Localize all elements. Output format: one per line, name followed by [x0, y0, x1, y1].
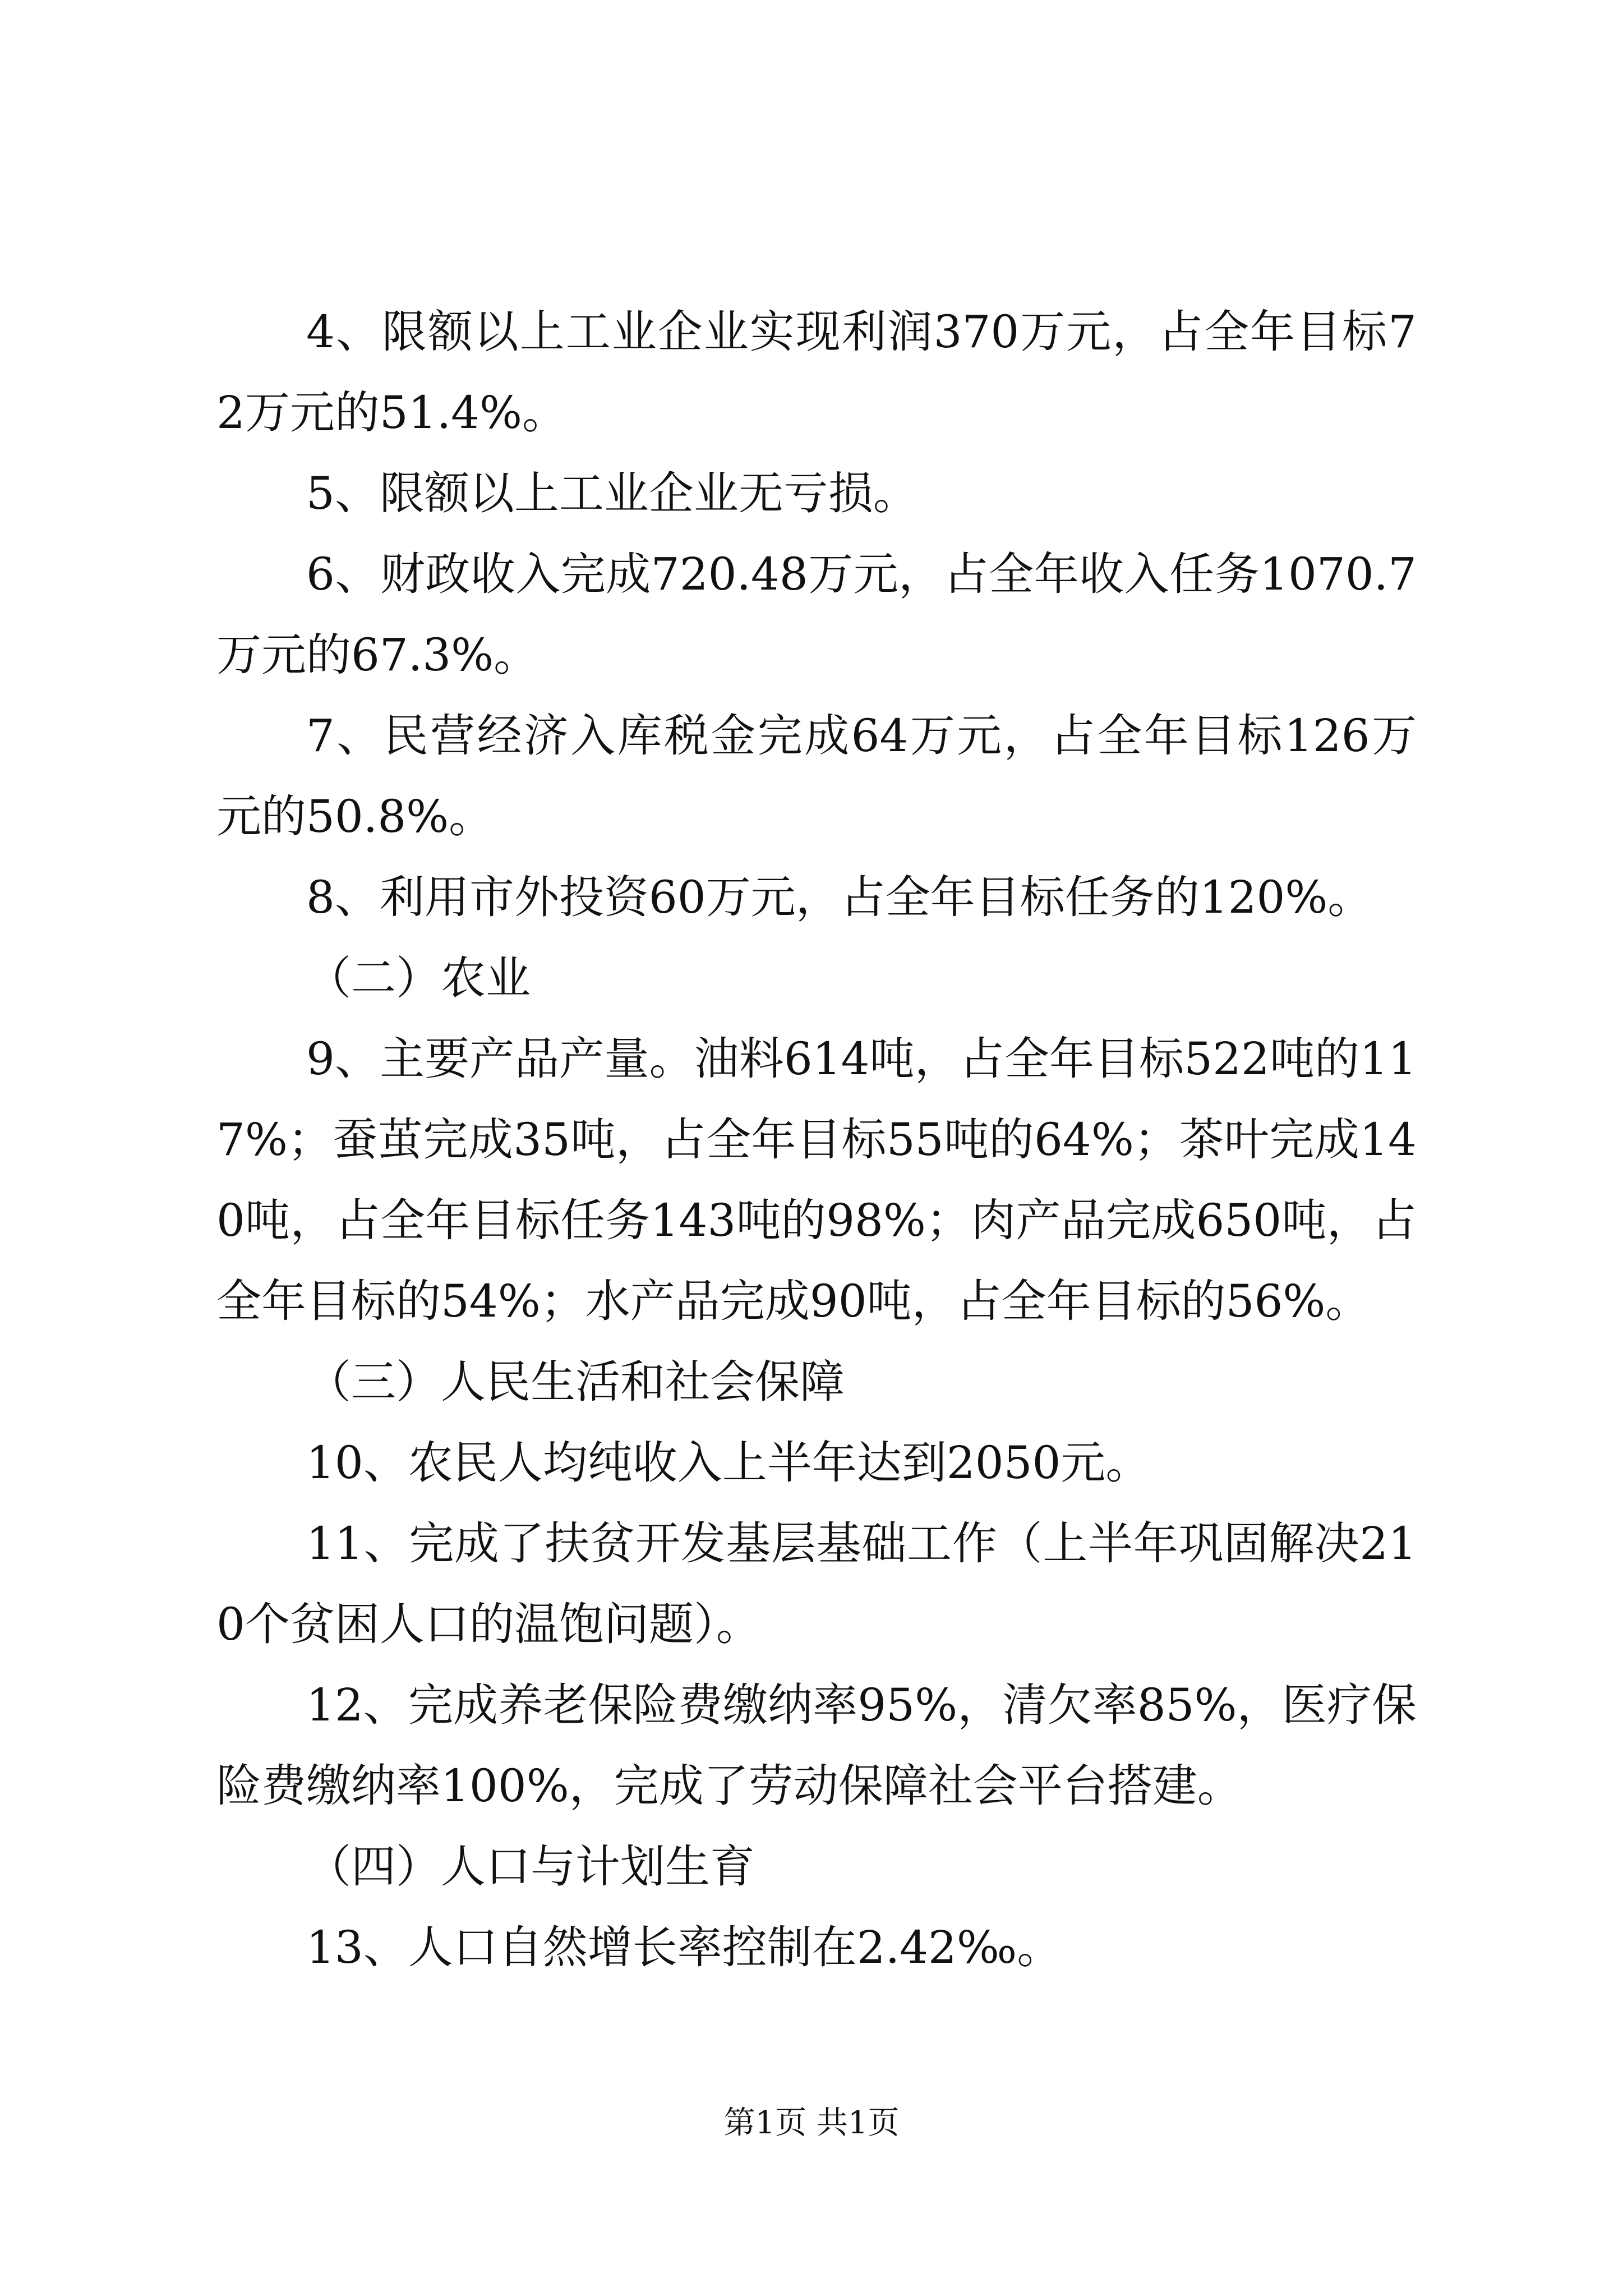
- page-footer: 第1页 共1页: [723, 2105, 900, 2141]
- paragraph-item-12: 12、完成养老保险费缴纳率95%，清欠率85%，医疗保险费缴纳率100%，完成了劳动保障社会平台搭建。: [216, 1679, 1417, 1812]
- paragraph-item-11: 11、完成了扶贫开发基层基础工作（上半年巩固解决210个贫困人口的温饱问题）。: [216, 1517, 1417, 1650]
- document-body: [216, 292, 1417, 1988]
- paragraph-item-8: 8、利用市外投资60万元，占全年目标任务的120%。: [306, 871, 1373, 923]
- section-heading-livelihood: （三）人民生活和社会保障: [306, 1356, 845, 1408]
- paragraph-item-5: 5、限额以上工业企业无亏损。: [306, 467, 918, 519]
- paragraph-item-10: 10、农民人均纯收入上半年达到2050元。: [306, 1437, 1151, 1489]
- section-heading-agriculture: （二）农业: [306, 952, 531, 1004]
- section-heading-population: （四）人口与计划生育: [306, 1841, 755, 1893]
- paragraph-item-6: 6、财政收入完成720.48万元，占全年收入任务1070.7万元的67.3%。: [216, 548, 1417, 681]
- paragraph-item-13: 13、人口自然增长率控制在2.42‰。: [306, 1921, 1062, 1973]
- paragraph-item-7: 7、民营经济入库税金完成64万元，占全年目标126万元的50.8%。: [216, 710, 1417, 843]
- paragraph-item-4: 4、限额以上工业企业实现利润370万元，占全年目标72万元的51.4%。: [216, 306, 1417, 439]
- paragraph-item-9: 9、主要产品产量。油料614吨，占全年目标522吨的117%；蚕茧完成35吨，占全年目标55吨的64%；茶叶完成140吨，占全年目标任务143吨的98%；肉产品完成650吨，占全年目标的54%；水产品完成90吨，占全年目标的56%。: [216, 1033, 1417, 1327]
